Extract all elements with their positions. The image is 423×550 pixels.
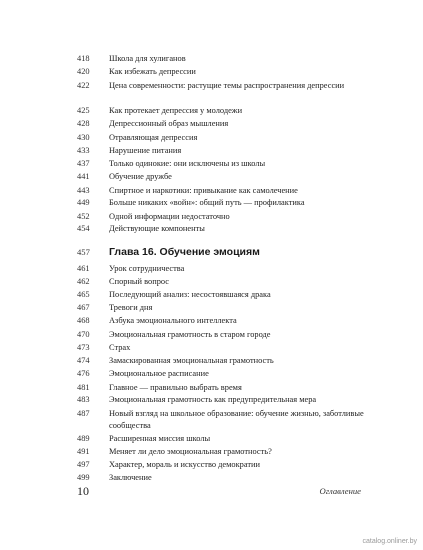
- toc-entry: [0, 329, 423, 343]
- toc-page-number: 487: [77, 408, 90, 418]
- toc-page-number: 437: [77, 158, 90, 168]
- toc-entry: [0, 472, 423, 486]
- toc-page-number: 449: [77, 198, 90, 208]
- chapter-title: Глава 16. Обучение эмоциям: [109, 246, 260, 259]
- toc-title: Эмоциональная грамотность в старом городе: [109, 329, 271, 339]
- toc-entry: [0, 459, 423, 473]
- toc-title: Замаскированная эмоциональная грамотность: [109, 355, 274, 365]
- toc-entry: [0, 66, 423, 80]
- toc-entry: [0, 197, 423, 211]
- toc-page-number: 473: [77, 343, 90, 353]
- toc-entry: [0, 263, 423, 277]
- toc-page-number: 441: [77, 172, 90, 182]
- toc-title: Новый взгляд на школьное образование: обучение жизнью, заботливые сообщества: [109, 408, 364, 430]
- toc-title: Обучение дружбе: [109, 172, 172, 182]
- toc-entry: [0, 171, 423, 185]
- toc-page-number: 481: [77, 382, 90, 392]
- toc-page-number: 462: [77, 276, 90, 286]
- toc-entry: [0, 276, 423, 290]
- toc-entry: [0, 118, 423, 132]
- toc-page-number: 422: [77, 80, 90, 90]
- toc-page-number: 483: [77, 395, 90, 405]
- running-footer-label: Оглавление: [319, 486, 361, 496]
- toc-title: Характер, мораль и искусство демократии: [109, 459, 260, 469]
- toc-title: Последующий анализ: несостоявшаяся драка: [109, 290, 271, 300]
- toc-title: Как избежать депрессии: [109, 67, 196, 77]
- toc-page-number: 452: [77, 211, 90, 221]
- chapter-page-number: 457: [77, 247, 90, 258]
- toc-page-number: 461: [77, 263, 90, 273]
- toc-page-number: 468: [77, 316, 90, 326]
- toc-page-number: 491: [77, 447, 90, 457]
- toc-entry: [0, 105, 423, 119]
- toc-title: Одной информации недостаточно: [109, 211, 230, 221]
- toc-title: Спорный вопрос: [109, 276, 169, 286]
- toc-title: Только одинокие: они исключены из школы: [109, 158, 266, 168]
- toc-title: Больше никаких «войн»: общий путь — профилактика: [109, 198, 305, 208]
- toc-title: Заключение: [109, 473, 152, 482]
- toc-entry: [0, 368, 423, 382]
- toc-page-number: 489: [77, 433, 90, 443]
- folio-page-number: 10: [77, 484, 89, 498]
- toc-entry: [0, 315, 423, 329]
- toc-title: Как протекает депрессия у молодежи: [109, 105, 243, 115]
- toc-title: Эмоциональная грамотность как предупредительная мера: [109, 395, 317, 405]
- toc-page-number: 497: [77, 459, 90, 469]
- toc-page-number: 476: [77, 369, 90, 379]
- toc-title: Страх: [109, 343, 131, 353]
- toc-page-number: 454: [77, 224, 90, 234]
- toc-title: Азбука эмоционального интеллекта: [109, 316, 237, 326]
- toc-page-number: 470: [77, 329, 90, 339]
- watermark-text: catalog.onliner.by: [362, 538, 417, 545]
- toc-title: Тревоги дня: [109, 302, 153, 312]
- toc-page-number: 465: [77, 290, 90, 300]
- toc-title: Расширенная миссия школы: [109, 433, 211, 443]
- toc-entry: [0, 433, 423, 447]
- toc-page-number: 443: [77, 185, 90, 195]
- toc-entry: [0, 408, 423, 434]
- toc-page-number: 425: [77, 105, 90, 115]
- toc-title: Меняет ли дело эмоциональная грамотность?: [109, 447, 272, 457]
- toc-entry: [0, 223, 423, 237]
- toc-entry: [0, 80, 423, 94]
- toc-page-number: 467: [77, 302, 90, 312]
- toc-entry: [0, 355, 423, 369]
- toc-title: Спиртное и наркотики: привыкание как самолечение: [109, 185, 298, 195]
- toc-title: Урок сотрудничества: [109, 263, 185, 273]
- toc-title: Эмоциональное расписание: [109, 369, 209, 379]
- toc-title: Депрессионный образ мышления: [109, 119, 229, 129]
- chapter-heading: [0, 246, 423, 262]
- toc-title: Отравляющая депрессия: [109, 132, 198, 142]
- toc-page-number: 418: [77, 54, 90, 63]
- toc-entry: [0, 158, 423, 172]
- toc-page-number: 499: [77, 473, 90, 482]
- toc-page-number: 433: [77, 146, 90, 156]
- toc-title: Нарушение питания: [109, 146, 182, 156]
- toc-entry: [0, 53, 423, 67]
- toc-title: Школа для хулиганов: [109, 54, 186, 63]
- toc-entry: [0, 132, 423, 146]
- toc-title: Действующие компоненты: [109, 224, 205, 234]
- toc-page-number: 428: [77, 119, 90, 129]
- toc-page-number: 420: [77, 67, 90, 77]
- toc-page-number: 474: [77, 355, 90, 365]
- toc-title: Главное — правильно выбрать время: [109, 382, 242, 392]
- toc-entry: [0, 302, 423, 316]
- toc-entry: [0, 394, 423, 408]
- toc-title: Цена современности: растущие темы распространения депрессии: [109, 80, 345, 90]
- toc-page-number: 430: [77, 132, 90, 142]
